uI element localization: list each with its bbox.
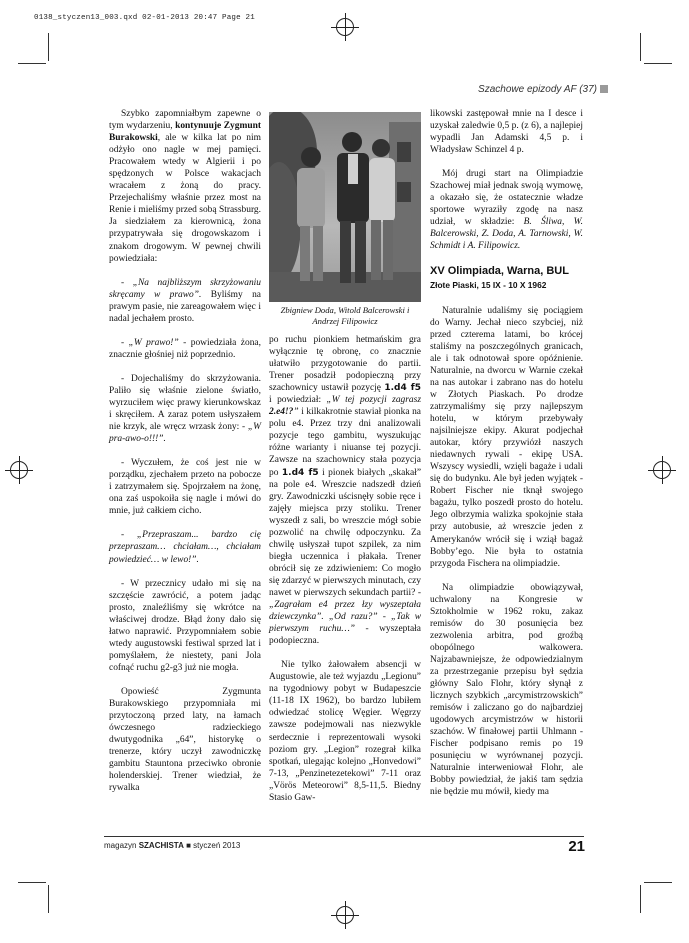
text-column-3 [430,108,583,810]
crop-mark [644,63,672,64]
running-header: Szachowe epizody AF (37) [478,84,597,95]
crop-mark [644,882,672,883]
paragraph: Opowieść Zygmunta Burakowskiego przypomniała mi przytoczoną przed laty, na łamach ówczesnego radzieckiego dwutygodnika „64”, historykę o trenerze, który uczył zawodniczkę gambitu Stauntona przeciwko obronie holenderskiej. Trener wiedział, że rywalka [109,686,261,794]
photo-image [269,112,421,302]
print-slug: 0138_styczen13_003.qxd 02-01-2013 20:47 Page 21 [34,14,255,22]
paragraph: Nie tylko żałowałem absencji w Augustowie, ale też wyjazdu „Legionu” na tygodniowy pobyt w Budapeszcie (11-18 IX 1962), bo bardzo lubiłem odwiedzać stolicę Węgier. Węgrzy zawsze podejmowali nas niezwykle serdecznie i reprezentowali wysoki poziom gry. „Legion” rozegrał kilka spotkań, ulegając kolejno „Honvedowi” 7-13, „Penzinetezetekowi” 7-11 oraz „Vörös Meteorowi” 8,5-11,5. Biedny Stasio Gaw- [269,660,421,803]
paragraph: - „Na najbliższym skrzyżowaniu skręcamy w prawo”. Byliśmy na prawym pasie, nie zareagowałem więc i nadal jechałem prosto. [109,277,261,324]
section-title: XV Olimpiada, Warna, BUL [430,264,569,277]
page-number: 21 [568,838,585,855]
footer-rule [104,836,584,837]
paragraph: likowski zastępował mnie na I desce i uzyskał zaledwie 0,5 p. (z 6), a najlepiej wypadli Jan Adamski 4,5 p. i Władysław Schinzel 4 p. [430,109,583,156]
registration-mark-icon [336,906,354,924]
crop-mark [48,33,49,61]
text-column-2 [269,334,421,816]
crop-mark [18,882,46,883]
paragraph: Mój drugi start na Olimpiadzie Szachowej miał jednak swoją wymowę, a okazało się, że ostatecznie władze sportowe wyraziły zgodę na nasz udział, w składzie: B. Śliwa, W. Balcerowski, Z. Doda, A. Tarnowski, W. Schmidt i A. Filipowicz. [430,169,583,252]
paragraph: - W przecznicy udało mi się na szczęście zawrócić, a potem jadąc prosto, znaleźliśmy się wkrótce na właściwej drodze. Błąd żony dało się łatwo naprawić. Przypomniałem sobie wtedy augustowski festiwal sprzed lat i pomyślałem, że niestety, pani Jola cofnąć ruchu g2-g3 już nie mogła. [109,578,261,673]
paragraph: - „Przepraszam... bardzo cię przepraszam… chciałam…, chciałam powiedzieć… w lewo!”. [109,530,261,565]
paragraph: - Wyczułem, że coś jest nie w porządku, zjechałem przeto na pobocze i zatrzymałem się. Spojrzałem na żonę, ona zaś uspokoiła się nagle i mówi do mnie, już całkiem cicho. [109,458,261,517]
footer-magazine: magazyn SZACHISTA ■ styczeń 2013 [104,841,241,850]
photo-caption: Zbigniew Doda, Witold Balcerowski i Andrzej Filipowicz [280,305,410,326]
crop-mark [18,63,46,64]
registration-mark-icon [10,461,28,479]
paragraph: Na olimpiadzie obowiązywał, uchwalony na Kongresie w Sztokholmie w 1962 roku, zakaz remisów do 30 posunięcia bez zezwolenia arbitra, pod groźbą obopólnego walkowera. Najzabawniejsze, że odpowiedzialnym za przestrzeganie przepisu był sędzia główny Salo Flohr, który słynął z licznych szybkich „arcymistrzowskich” remisów i zaliczano go do najbardziej ugodowych arcymistrzów w historii szachów. W finałowej partii Uhlmann - Fischer podpisano remis po 19 posunięciu w wyrównanej pozycji. Naturalnie interweniował Flohr, ale Bobby powiedział, że jakiś tam sędzia nie będzie mu mówił, kiedy ma [430,582,583,798]
section-subtitle: Złote Piaski, 15 IX - 10 X 1962 [430,279,547,290]
header-marker [600,85,608,93]
crop-mark [640,885,641,913]
registration-mark-icon [653,461,671,479]
crop-mark [640,33,641,61]
paragraph: po ruchu pionkiem hetmańskim gra wyłącznie tę obronę, co znacznie ułatwiło przygotowanie do partii. Trener posadził podopieczną przy szachownicy ustawił pozycję 1.d4 f5 i powiedział: „W tej pozycji zagrasz 2.e4!?” i kilkakrotnie stawiał pionka na polu e4. Przez trzy dni analizowali pozycje tego gambitu, wyszukując różne warianty i niuanse tej pozycji. Zawsze na szachownicy stała pozycja po 1.d4 f5 i pionek białych „skakał” na pole e4. Wreszcie nadszedł dzień gry. Zawodniczki uścisnęły sobie ręce i zajęły miejsca przy stoliku. Trener wyszedł z sali, bo wreszcie mógł sobie pozwolić na chwilę odpoczynku. Za chwilę usłyszał tupot szpilek, za nim biegła uczennica i płakała. Trener obrócił się ze zdziwieniem: Co mogło się zdarzyć w pierwszych minutach, czy nawet w pierwszych sekundach partii? - „Zagrałam e4 przez łzy wyszeptała dziewczynka”. „Od razu?” - „Tak w pierwszym ruchu…” - wyszeptała podopieczna. [269,335,422,647]
paragraph: Szybko zapomniałbym zapewne o tym wydarzeniu, kontynuuje Zygmunt Burakowski, ale w kilka lat po nim odżyło ono nagle w mej pamięci. Pracowałem wtedy w Algierii i po spędzonych w Polsce wakacjach wracałem z żoną do pracy. Przejechaliśmy właśnie przez most na Renie i mieliśmy przed sobą Strassburg. Ja siedziałem za kierownicą, żona przypatrywała się drogowskazom i znakom drogowym. W pewnej chwili powiedziała: [109,109,261,264]
paragraph: - „W prawo!” - powiedziała żona, znacznie głośniej niż poprzednio. [109,337,261,360]
crop-mark [48,885,49,913]
paragraph: Naturalnie udaliśmy się pociągiem do Warny. Jechał nieco szybciej, niż przed czterema latami, bo krócej staliśmy na poszczególnych granicach, ale i tak odnotował spore opóźnienie. Naturalnie, na dworcu w Warnie czekał na nas autokar i zabrano nas do hotelu w Złotych Piaskach. Po drodze zatrzymaliśmy się przy najlepszym hotelu, w którym przebywały najsilniejsze ekipy. Akurat podjechał autokar, który przywiózł naszych niedawnych rywali - ekipę USA. Wszyscy wysiedli, wzięli bagaże i udali się do budynku. Ale był jeden wyjątek - Robert Fischer nie tknął swojego bagażu, tylko poszedł prosto do hotelu. Jego olbrzymia walizka spokojnie stała przy autobusie, aż wreszcie jeden z Amerykanów wrócił się i wziął bagaż Bobby’ego. Nie była to ostatnia przygoda Fischera na olimpiadzie. [430,305,583,569]
photo-three-chess-players [269,112,421,302]
paragraph: - Dojechaliśmy do skrzyżowania. Paliło się właśnie zielone światło, wyrzuciłem więc prawy kierunkowskaz i skręciłem. A zaraz potem usłyszałem nie krzyk, ale wręcz wrzask żony: - „W pra-awo-o!!!”. [109,373,261,445]
text-column-1 [109,108,261,806]
registration-mark-icon [336,18,354,36]
